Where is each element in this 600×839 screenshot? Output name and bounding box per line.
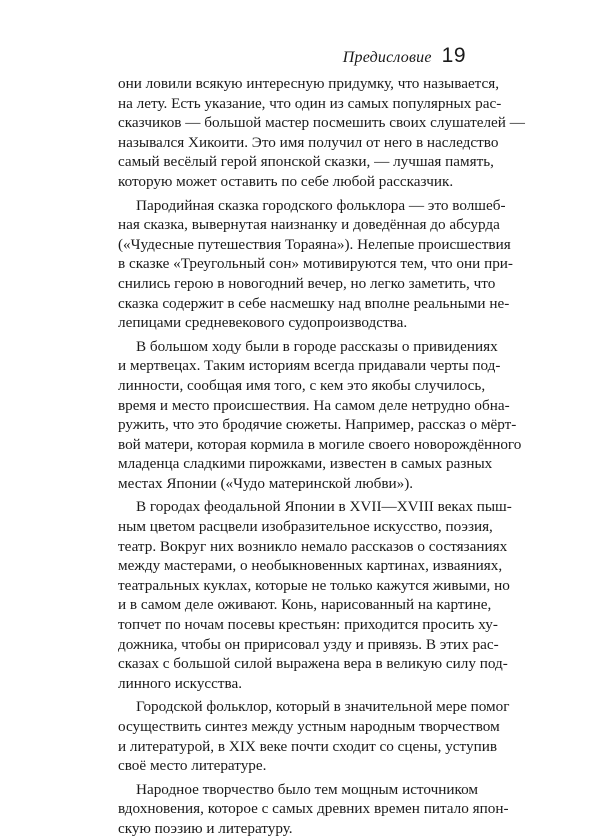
- text-line: сказчиков — большой мастер посмешить своих слушателей —: [118, 114, 525, 132]
- running-header: [343, 44, 466, 68]
- text-line: время и место происшествия. На самом деле нетрудно обна-: [118, 396, 510, 414]
- paragraph: [118, 497, 512, 693]
- paragraph: [118, 196, 513, 333]
- text-line: сказах с большой силой выражена вера в великую силу под-: [118, 655, 508, 673]
- text-line: топчет по ночам посевы крестьян: приходится просить ху-: [118, 616, 498, 634]
- text-line: В городах феодальной Японии в XVII—XVIII веках пыш-: [136, 498, 512, 516]
- text-line: и литературой, в XIX веке почти сходит со сцены, уступив: [118, 737, 497, 755]
- text-line: скую поэзию и литературу.: [118, 819, 293, 837]
- paragraph: [118, 780, 509, 839]
- text-line: снились герою в новогодний вечер, но легко заметить, что: [118, 274, 496, 292]
- body-text: [118, 74, 525, 839]
- text-line: ным цветом расцвели изобразительное искусство, поэзия,: [118, 518, 493, 536]
- text-line: В большом ходу были в городе рассказы о привидениях: [136, 337, 498, 355]
- text-line: осуществить синтез между устным народным творчеством: [118, 718, 500, 735]
- text-line: своё место литературе.: [118, 757, 267, 775]
- section-title: Предисловие: [342, 49, 432, 66]
- text-line: дожника, чтобы он пририсовал узду и привязь. В этих рас-: [118, 635, 499, 653]
- text-line: в сказке «Треугольный сон» мотивируются тем, что они при-: [118, 255, 513, 273]
- text-line: ружить, что это бродячие сюжеты. Например, рассказ о мёрт-: [118, 416, 517, 434]
- text-line: вдохновения, которое с самых древних времен питало япон-: [118, 800, 509, 818]
- text-line: между мастерами, о необыкновенных картинах, изваяниях,: [118, 557, 503, 575]
- paragraph: [118, 697, 510, 775]
- text-line: линности, сообщая имя того, с кем это якобы случилось,: [118, 376, 486, 394]
- text-line: лепицами средневекового судопроизводства.: [118, 314, 408, 332]
- text-line: которую может оставить по себе любой рассказчик.: [118, 172, 454, 190]
- text-line: вой матери, которая кормила в могиле своего новорождённого: [118, 435, 522, 453]
- text-line: и в самом деле оживают. Конь, нарисованный на картине,: [118, 596, 492, 614]
- text-line: линного искусства.: [118, 674, 243, 692]
- text-line: Народное творчество было тем мощным источником: [136, 780, 478, 798]
- page-number: 19: [441, 44, 466, 67]
- text-line: («Чудесные путешествия Тораяна»). Нелепые происшествия: [118, 235, 511, 253]
- text-line: на лету. Есть указание, что один из самых популярных рас-: [118, 94, 502, 112]
- text-line: назывался Хикоити. Это имя получил от него в наследство: [118, 133, 499, 151]
- text-line: и мертвецах. Таким историям всегда придавали черты под-: [118, 357, 501, 375]
- text-line: местах Японии («Чудо материнской любви»).: [118, 474, 414, 492]
- text-line: Пародийная сказка городского фольклора — это волшеб-: [136, 196, 506, 214]
- text-line: они ловили всякую интересную придумку, что называется,: [118, 75, 500, 92]
- text-line: ная сказка, вывернутая наизнанку и доведённая до абсурда: [118, 216, 500, 234]
- paragraph: [118, 74, 525, 192]
- text-line: театр. Вокруг них возникло немало рассказов о состязаниях: [118, 537, 508, 555]
- text-line: младенца сладкими пирожками, известен в самых разных: [118, 455, 493, 473]
- text-line: Городской фольклор, который в значительной мере помог: [136, 698, 510, 716]
- text-line: самый весёлый герой японской сказки, — лучшая память,: [118, 153, 494, 171]
- paragraph: [118, 337, 522, 494]
- text-line: сказка содержит в себе насмешку над вполне реальными не-: [118, 294, 510, 312]
- text-line: театральных куклах, которые не только кажутся живыми, но: [118, 576, 510, 594]
